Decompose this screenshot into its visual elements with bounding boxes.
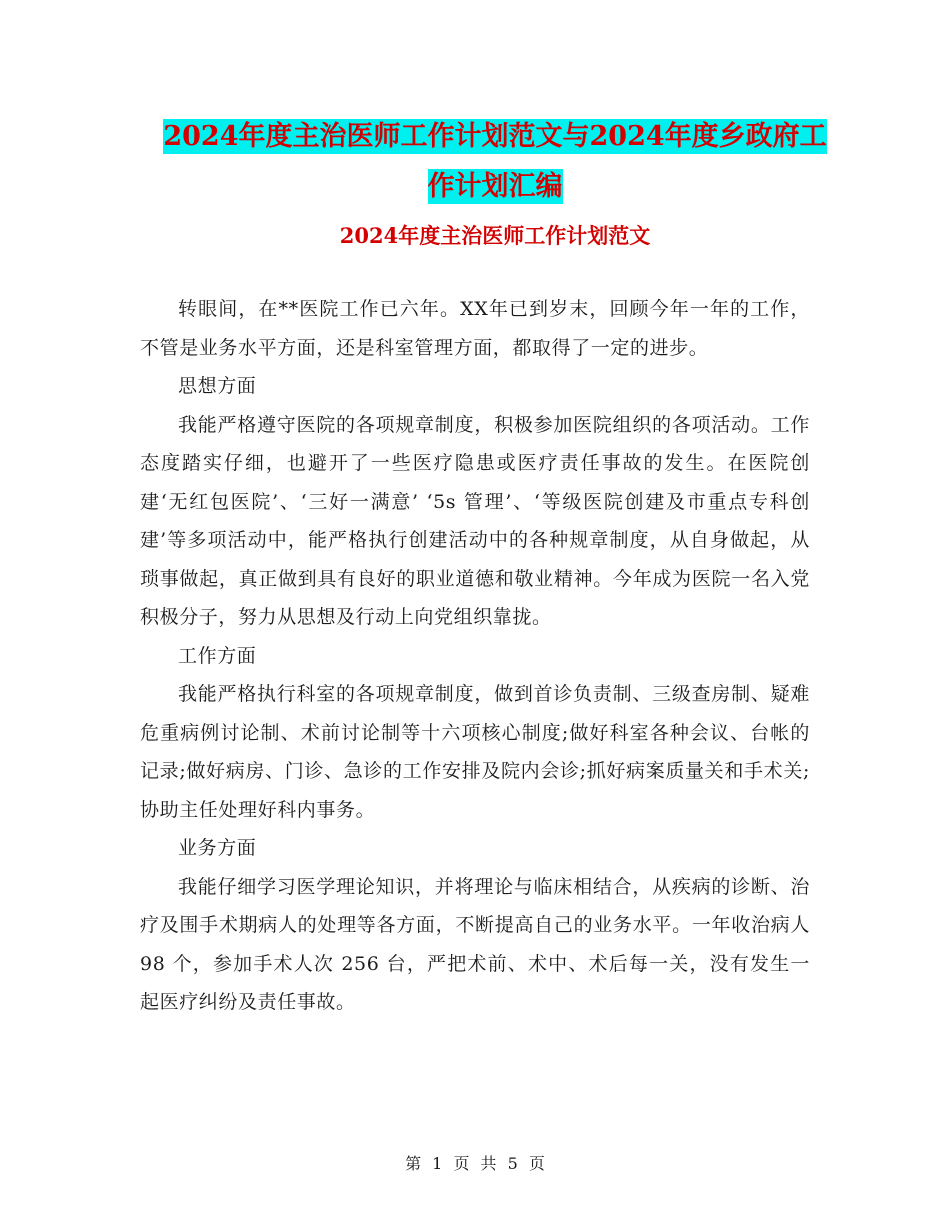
document-title-line1: 2024年度主治医师工作计划范文与2024年度乡政府工 bbox=[163, 121, 827, 152]
paragraph-intro: 转眼间，在**医院工作已六年。XX年已到岁末，回顾今年一年的工作，不管是业务水平方面，还是科室管理方面，都取得了一定的进步。 bbox=[140, 298, 810, 359]
heading-work: 工作方面 bbox=[178, 644, 257, 667]
heading-business: 业务方面 bbox=[178, 837, 257, 859]
heading-thought: 思想方面 bbox=[178, 375, 257, 397]
paragraph-thought: 我能严格遵守医院的各项规章制度，积极参加医院组织的各项活动。工作态度踏实仔细，也避开了一些医疗隐患或医疗责任事故的发生。在医院创建‘无红包医院’、‘三好一满意’ ‘5s 管理’、‘等级医院创建及市重点专科创建’等多项活动中，能严格执行创建活动中的各种规章制度，从自身做起，从琐事做起，真正做到具有良好的职业道德和敬业精神。今年成为医院一名入党积极分子，努力从思想及行动上向党组织靠拢。 bbox=[140, 413, 810, 628]
document-title bbox=[140, 112, 850, 212]
paragraph-work: 我能严格执行科室的各项规章制度，做到首诊负责制、三级查房制、疑难危重病例讨论制、术前讨论制等十六项核心制度;做好科室各种会议、台帐的记录;做好病房、门诊、急诊的工作安排及院内会诊;抓好病案质量关和手术关;协助主任处理好科内事务。 bbox=[140, 683, 810, 821]
page-footer: 第 1 页 共 5 页 bbox=[405, 1154, 545, 1173]
document-body bbox=[140, 290, 810, 1022]
paragraph-business: 我能仔细学习医学理论知识，并将理论与临床相结合，从疾病的诊断、治疗及围手术期病人的处理等各方面，不断提高自己的业务水平。一年收治病人 98 个，参加手术人次 256 台，严把术前、术中、术后每一关，没有发生一起医疗纠纷及责任事故。 bbox=[140, 875, 810, 1013]
document-title-line2: 作计划汇编 bbox=[427, 171, 563, 202]
section-title: 2024年度主治医师工作计划范文 bbox=[339, 223, 651, 248]
